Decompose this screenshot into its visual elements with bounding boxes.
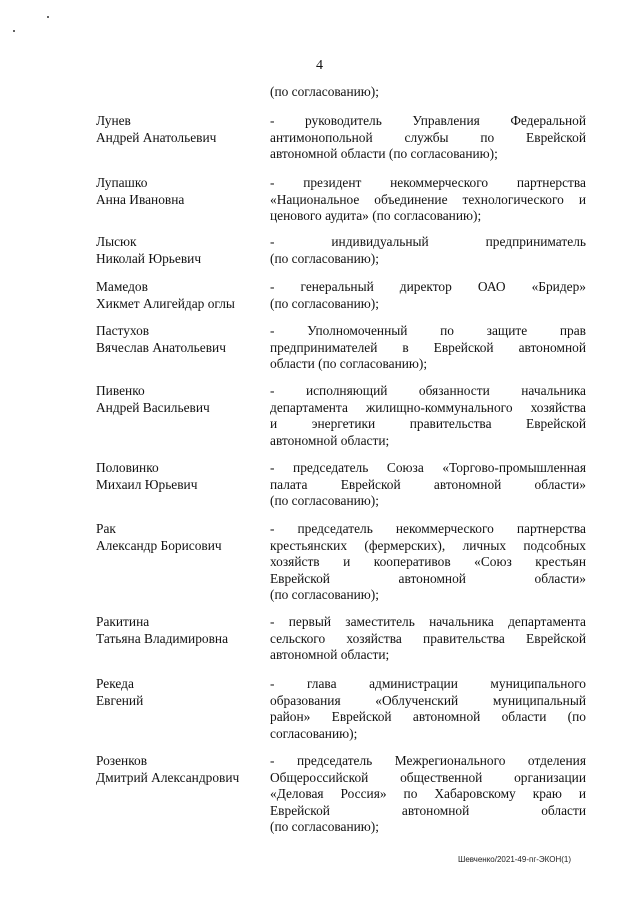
role-line: согласованию); <box>270 725 358 741</box>
document-code: Шевченко/2021-49-пг-ЭКОН(1) <box>458 855 572 864</box>
member-role <box>270 614 586 664</box>
member-role <box>270 279 586 312</box>
scan-speck <box>47 16 49 18</box>
role-line: и энергетики правительства Еврейской <box>270 416 586 431</box>
member-given-names: Евгений <box>96 692 144 708</box>
member-role <box>270 676 586 742</box>
member-given-names: Хикмет Алигейдар оглы <box>96 295 235 311</box>
role-line: автономной области; <box>270 647 390 662</box>
member-role <box>270 383 586 449</box>
scan-speck <box>13 30 15 32</box>
member-name <box>96 676 266 709</box>
member-given-names: Анна Ивановна <box>96 191 185 207</box>
role-line: хозяйств и кооперативов «Союз крестьян <box>270 554 586 569</box>
role-line: ценового аудита» (по согласованию); <box>270 208 482 223</box>
member-surname: Пивенко <box>96 383 145 398</box>
role-line: - руководитель Управления Федеральной <box>270 113 586 128</box>
member-role <box>270 175 586 225</box>
role-line: Общероссийской общественной организации <box>270 769 586 785</box>
member-given-names: Александр Борисович <box>96 537 222 553</box>
role-line: Еврейской автономной области» <box>270 570 586 586</box>
member-name <box>96 279 266 312</box>
role-line: сельского хозяйства правительства Еврейской <box>270 630 586 646</box>
member-name <box>96 234 266 267</box>
member-surname: Розенков <box>96 753 148 768</box>
member-name <box>96 113 266 146</box>
role-line: - председатель некоммерческого партнерства <box>270 521 586 536</box>
member-surname: Пастухов <box>96 323 150 338</box>
role-line: автономной области (по согласованию); <box>270 146 498 161</box>
role-line: антимонопольной службы по Еврейской <box>270 129 586 145</box>
member-role <box>270 323 586 373</box>
member-name <box>96 614 266 647</box>
role-line: район» Еврейской автономной области (по <box>270 709 586 724</box>
role-line: предпринимателей в Еврейской автономной <box>270 339 586 355</box>
member-name <box>96 460 266 493</box>
member-surname: Мамедов <box>96 279 148 294</box>
role-line: (по согласованию); <box>270 295 379 311</box>
role-line: - председатель Союза «Торгово-промышленная <box>270 460 586 475</box>
member-given-names: Татьяна Владимировна <box>96 630 229 646</box>
member-name <box>96 323 266 356</box>
member-given-names: Николай Юрьевич <box>96 250 202 266</box>
member-surname: Лупашко <box>96 175 148 190</box>
member-role <box>270 753 586 836</box>
member-given-names: Вячеслав Анатольевич <box>96 339 226 355</box>
role-line: - индивидуальный предприниматель <box>270 234 586 249</box>
role-line: - первый заместитель начальника департамента <box>270 614 586 629</box>
role-line: - исполняющий обязанности начальника <box>270 383 586 398</box>
role-line: департамента жилищно-коммунального хозяйства <box>270 399 586 415</box>
role-line: образования «Облученский муниципальный <box>270 692 586 708</box>
member-surname: Лунев <box>96 113 131 128</box>
role-line: (по согласованию); <box>270 493 379 508</box>
role-line: (по согласованию); <box>270 819 379 834</box>
member-given-names: Андрей Васильевич <box>96 399 210 415</box>
role-line: палата Еврейской автономной области» <box>270 476 586 492</box>
role-line: - глава администрации муниципального <box>270 676 586 691</box>
role-line: (по согласованию); <box>270 587 379 602</box>
role-line: области (по согласованию); <box>270 356 428 371</box>
member-role <box>270 521 586 604</box>
member-given-names: Дмитрий Александрович <box>96 769 240 785</box>
role-line: (по согласованию); <box>270 250 379 266</box>
role-line: Еврейской автономной области <box>270 802 586 818</box>
member-role <box>270 460 586 510</box>
member-name <box>96 175 266 208</box>
role-line: - Уполномоченный по защите прав <box>270 323 586 338</box>
role-line: - президент некоммерческого партнерства <box>270 175 586 190</box>
member-surname: Ракитина <box>96 614 150 629</box>
role-line: «Национальное объединение технологического и <box>270 191 586 207</box>
member-surname: Рекеда <box>96 676 134 691</box>
member-role <box>270 234 586 267</box>
member-name <box>96 383 266 416</box>
member-surname: Лысюк <box>96 234 137 249</box>
member-given-names: Михаил Юрьевич <box>96 476 198 492</box>
role-line: - генеральный директор ОАО «Бридер» <box>270 279 586 294</box>
role-line: автономной области; <box>270 432 390 448</box>
member-surname: Рак <box>96 521 116 536</box>
role-line: - председатель Межрегионального отделения <box>270 753 586 768</box>
role-line: «Деловая Россия» по Хабаровскому краю и <box>270 786 586 801</box>
page-number: 4 <box>316 58 323 73</box>
member-given-names: Андрей Анатольевич <box>96 129 217 145</box>
role-line: крестьянских (фермерских), личных подсобных <box>270 537 586 553</box>
member-name <box>96 753 266 786</box>
intro-continuation: (по согласованию); <box>270 84 379 99</box>
member-surname: Половинко <box>96 460 159 475</box>
member-role <box>270 113 586 163</box>
member-name <box>96 521 266 554</box>
